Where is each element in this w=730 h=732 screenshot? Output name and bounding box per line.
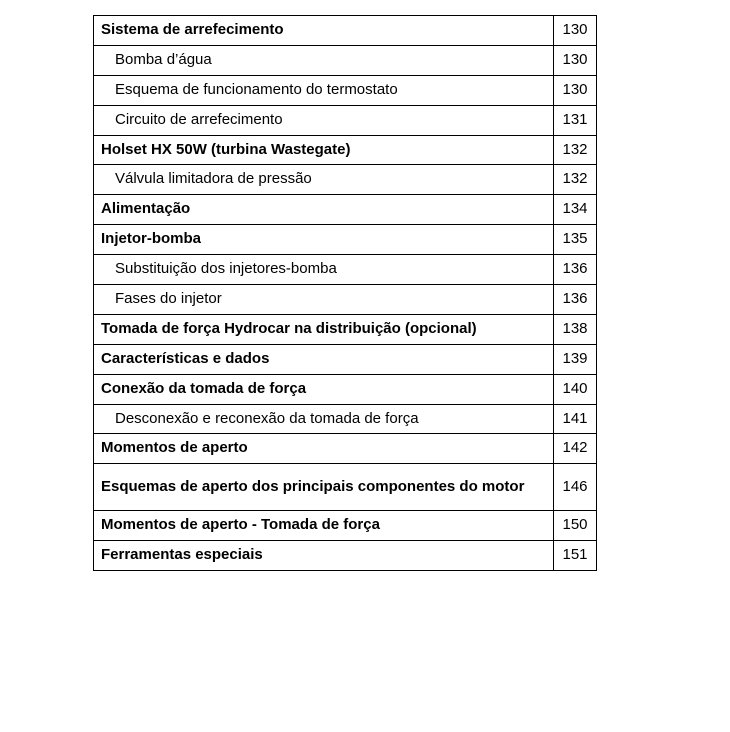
toc-row	[94, 255, 597, 285]
toc-entry-page: 146	[554, 464, 597, 511]
toc-row	[94, 434, 597, 464]
toc-row	[94, 165, 597, 195]
toc-row	[94, 105, 597, 135]
toc-entry-title: Esquema de funcionamento do termostato	[94, 75, 554, 105]
toc-entry-page: 130	[554, 45, 597, 75]
toc-entry-title: Momentos de aperto - Tomada de força	[94, 511, 554, 541]
toc-row	[94, 16, 597, 46]
toc-row	[94, 511, 597, 541]
toc-entry-title: Conexão da tomada de força	[94, 374, 554, 404]
toc-entry-title: Esquemas de aperto dos principais componentes do motor	[94, 464, 554, 511]
toc-entry-page: 130	[554, 16, 597, 46]
toc-entry-page: 132	[554, 165, 597, 195]
toc-entry-title: Circuito de arrefecimento	[94, 105, 554, 135]
table-of-contents	[93, 15, 597, 571]
toc-entry-title: Bomba d’água	[94, 45, 554, 75]
toc-entry-title: Características e dados	[94, 344, 554, 374]
toc-entry-page: 131	[554, 105, 597, 135]
toc-entry-page: 134	[554, 195, 597, 225]
toc-row	[94, 45, 597, 75]
toc-row	[94, 75, 597, 105]
toc-row	[94, 285, 597, 315]
toc-entry-page: 140	[554, 374, 597, 404]
toc-entry-page: 136	[554, 255, 597, 285]
toc-entry-title: Válvula limitadora de pressão	[94, 165, 554, 195]
toc-entry-page: 138	[554, 314, 597, 344]
toc-entry-page: 141	[554, 404, 597, 434]
toc-entry-title: Tomada de força Hydrocar na distribuição (opcional)	[94, 314, 554, 344]
toc-row	[94, 344, 597, 374]
toc-entry-title: Substituição dos injetores-bomba	[94, 255, 554, 285]
toc-row	[94, 195, 597, 225]
toc-entry-page: 136	[554, 285, 597, 315]
toc-entry-page: 139	[554, 344, 597, 374]
toc-row	[94, 374, 597, 404]
toc-entry-title: Injetor-bomba	[94, 225, 554, 255]
toc-entry-page: 132	[554, 135, 597, 165]
toc-entry-title: Fases do injetor	[94, 285, 554, 315]
toc-entry-title: Holset HX 50W (turbina Wastegate)	[94, 135, 554, 165]
toc-entry-title: Desconexão e reconexão da tomada de força	[94, 404, 554, 434]
toc-entry-page: 150	[554, 511, 597, 541]
toc-row	[94, 404, 597, 434]
toc-row	[94, 225, 597, 255]
toc-entry-title: Alimentação	[94, 195, 554, 225]
toc-row	[94, 541, 597, 571]
toc-entry-page: 135	[554, 225, 597, 255]
toc-row	[94, 314, 597, 344]
toc-row	[94, 135, 597, 165]
toc-entry-page: 130	[554, 75, 597, 105]
toc-entry-page: 142	[554, 434, 597, 464]
toc-entry-title: Momentos de aperto	[94, 434, 554, 464]
toc-entry-title: Sistema de arrefecimento	[94, 16, 554, 46]
toc-entry-page: 151	[554, 541, 597, 571]
toc-entry-title: Ferramentas especiais	[94, 541, 554, 571]
toc-row	[94, 464, 597, 511]
